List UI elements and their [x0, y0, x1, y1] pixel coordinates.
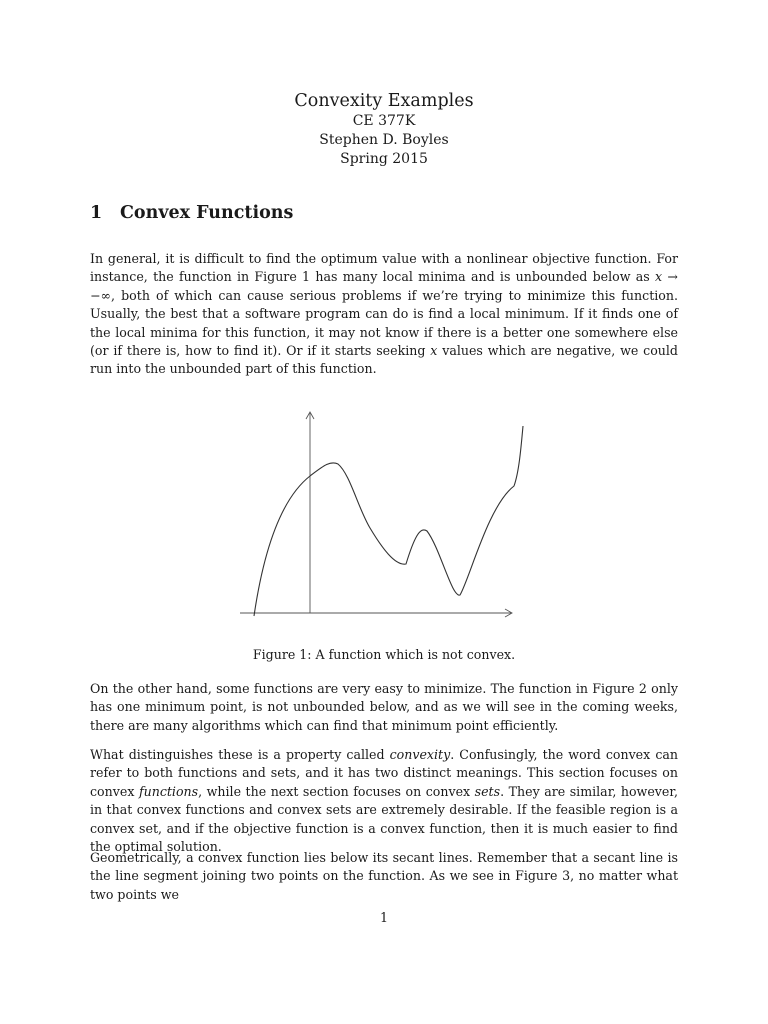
- author-name: Stephen D. Boyles: [319, 132, 449, 148]
- course-code: CE 377K: [352, 113, 416, 129]
- section-number: 1: [90, 203, 103, 223]
- paragraph-convexity: [90, 746, 678, 856]
- paragraph-intro: [90, 250, 678, 379]
- paragraph-geometric: Geometrically, a convex function lies below its secant lines. Remember that a secant line is the line segment joining two points on the function. As we see in Figure 3, no matter what two points we: [90, 850, 678, 902]
- figure-1-plot: [230, 398, 530, 630]
- section-title: Convex Functions: [120, 203, 294, 223]
- section-heading: [90, 202, 293, 224]
- paragraph-convexity-text-3: , while the next section focuses on convex: [198, 783, 475, 799]
- figure-1: [230, 398, 530, 630]
- paragraph-easy-functions: On the other hand, some functions are very easy to minimize. The function in Figure 2 only has one minimum point, is not unbounded below, and as we will see in the coming weeks, there are many algorithms which can find that minimum point efficiently.: [90, 681, 678, 733]
- term-sets: sets: [474, 783, 501, 799]
- paragraph-intro-text-3: values which are negative, we could run into the unbounded part of this function.: [90, 343, 678, 377]
- paragraph-convexity-text-4: . They are similar, however, in that convex functions and convex sets are extremely desirable. If the feasible region is a convex set, and if the objective function is a convex function, then it is much easier to find the optimal solution.: [90, 783, 678, 855]
- title-block: [0, 90, 768, 169]
- term-convexity: convexity: [389, 747, 451, 762]
- document-title: Convexity Examples: [294, 91, 474, 111]
- term: Spring 2015: [340, 151, 428, 167]
- math-x-to-neg-infinity: x → −∞: [90, 269, 678, 303]
- paragraph-convexity-text-1: What distinguishes these is a property called: [90, 747, 390, 762]
- paragraph-intro-text-2: , both of which can cause serious problems if we’re trying to minimize this function. Usually, the best that a software program can do is find a local minimum. If it finds one of the local minima for this function, it may not know if there is a better one somewhere else (or if there is, how to find it). Or if it starts seeking: [90, 287, 678, 359]
- page-number: 1: [379, 910, 388, 925]
- figure-1-caption: Figure 1: A function which is not convex.: [252, 647, 516, 662]
- math-x: x: [430, 343, 438, 359]
- term-functions: functions: [138, 783, 199, 799]
- paragraph-intro-text-1: In general, it is difficult to find the optimum value with a nonlinear objective function. For instance, the function in Figure 1 has many local minima and is unbounded below as: [90, 251, 678, 285]
- paragraph-convexity-text-2: . Confusingly, the word convex can refer to both functions and sets, and it has two distinct meanings. This section focuses on convex: [90, 747, 678, 799]
- nonconvex-function-curve: [254, 426, 523, 616]
